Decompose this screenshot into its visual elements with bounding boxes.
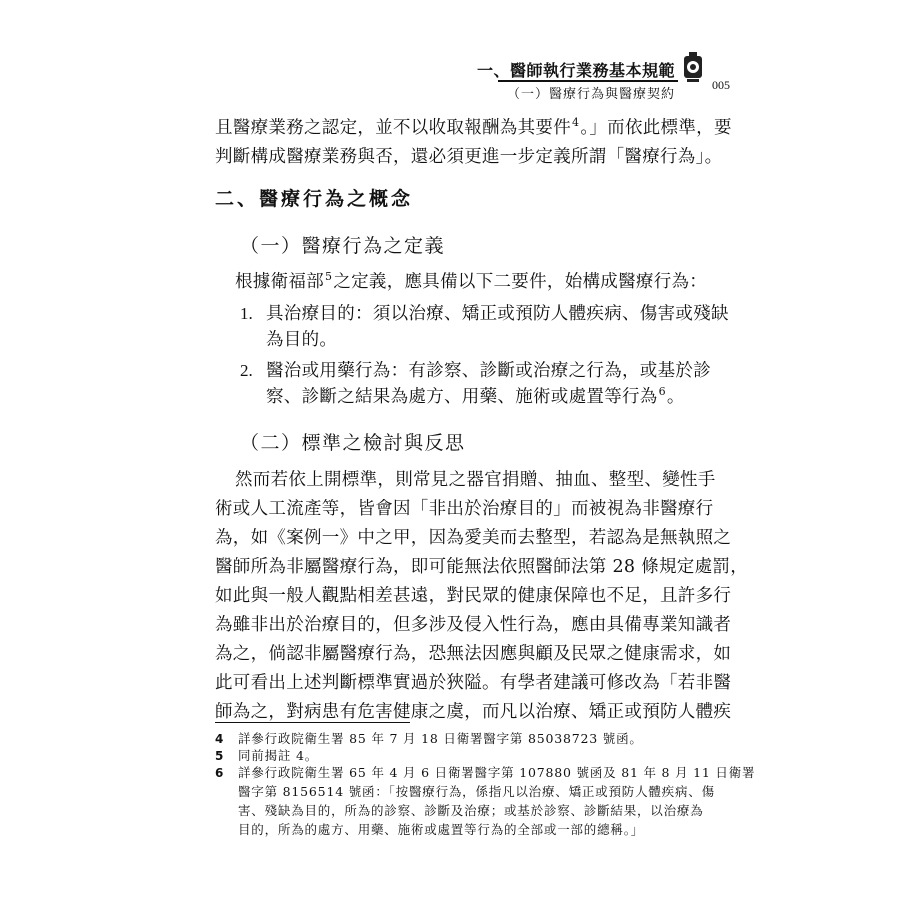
footnote-number: 6 — [215, 766, 224, 780]
paragraph-line: 如此與一般人觀點相差甚遠，對民眾的健康保障也不足，且許多行 — [215, 586, 732, 606]
footnote-number: 5 — [215, 749, 224, 763]
footnote-ref-6: 6 — [658, 385, 666, 398]
paragraph-line: 為雖非出於治療目的，但多涉及侵入性行為，應由具備專業知識者 — [215, 615, 732, 635]
paragraph-line: 為之，倘認非屬醫療行為，恐無法因應與顧及民眾之健康需求，如 — [215, 644, 732, 664]
paragraph-line: 術或人工流產等，皆會因「非出於治療目的」而被視為非醫療行 — [215, 499, 714, 519]
chapter-title: 一、醫師執行業務基本規範 — [476, 61, 675, 80]
list-item-line: 醫治或用藥行為：有診察、診斷或治療之行為，或基於診 — [266, 361, 711, 381]
header-rule — [498, 80, 678, 82]
paragraph-line: 醫師所為非屬醫療行為，即可能無法依照醫師法第 28 條規定處罰， — [215, 557, 748, 577]
text-run: 根據衛福部 — [235, 272, 324, 292]
paragraph-line: 判斷構成醫療業務與否，還必須更進一步定義所謂「醫療行為」。 — [215, 147, 723, 167]
footnote-text: 詳參行政院衛生署 85 年 7 月 18 日衛署醫字第 85038723 號函。 — [238, 731, 643, 746]
paragraph-line: 此可看出上述判斷標準實過於狹隘。有學者建議可修改為「若非醫 — [215, 673, 732, 693]
text-run: 察、診斷之結果為處方、用藥、施術或處置等行為 — [266, 387, 658, 407]
list-item-line: 具治療目的：須以治療、矯正或預防人體疾病、傷害或殘缺 — [266, 304, 729, 324]
section-subtitle: （一）醫療行為與醫療契約 — [506, 87, 675, 102]
running-header — [476, 52, 730, 108]
text-run: 且醫療業務之認定，並不以收取報酬為其要件 — [215, 118, 571, 138]
footnote-line: 詳參行政院衛生署 65 年 4 月 6 日衛署醫字第 107880 號函及 81 年 8 月 11 日衛署 — [238, 765, 756, 780]
paragraph-line: 師為之，對病患有危害健康之虞，而凡以治療、矯正或預防人體疾 — [215, 702, 732, 722]
footnote-number: 4 — [215, 732, 224, 746]
definition-intro — [235, 270, 707, 296]
text-run: 之定義，應具備以下二要件，始構成醫療行為： — [333, 272, 708, 292]
footnote-separator — [215, 722, 410, 723]
footnote-ref-5: 5 — [325, 270, 333, 283]
page-number: 005 — [712, 78, 730, 92]
list-item-line — [266, 385, 685, 411]
subsection-heading-definition: （一）醫療行為之定義 — [240, 235, 446, 257]
paragraph-line — [215, 116, 732, 142]
footnote-line: 目的，所為的處方、用藥、施術或處置等行為的全部或一部的總稱。」 — [238, 822, 645, 837]
footnote-line: 害、殘缺為目的，所為的診察、診斷及治療；或基於診察、診斷結果，以治療為 — [238, 803, 704, 818]
footnote-line: 醫字第 8156514 號函：「按醫療行為，係指凡以治療、矯正或預防人體疾病、傷 — [238, 784, 715, 799]
list-item-line: 為目的。 — [266, 330, 338, 350]
text-run: 。」而依此標準，要 — [580, 118, 732, 138]
paragraph-line: 為，如《案例一》中之甲，因為愛美而去整型，若認為是無執照之 — [215, 528, 732, 548]
section-heading: 二、醫療行為之概念 — [215, 188, 414, 210]
text-run: 。 — [666, 387, 685, 407]
subsection-heading-review: （二）標準之檢討與反思 — [240, 432, 466, 454]
list-number: 2. — [240, 361, 253, 380]
footnote-text: 同前揭註 4。 — [238, 748, 319, 763]
stethoscope-icon — [681, 52, 705, 88]
paragraph-line: 然而若依上開標準，則常見之器官捐贈、抽血、整型、變性手 — [235, 470, 716, 490]
list-number: 1. — [240, 304, 253, 323]
footnote-ref-4: 4 — [572, 116, 580, 129]
